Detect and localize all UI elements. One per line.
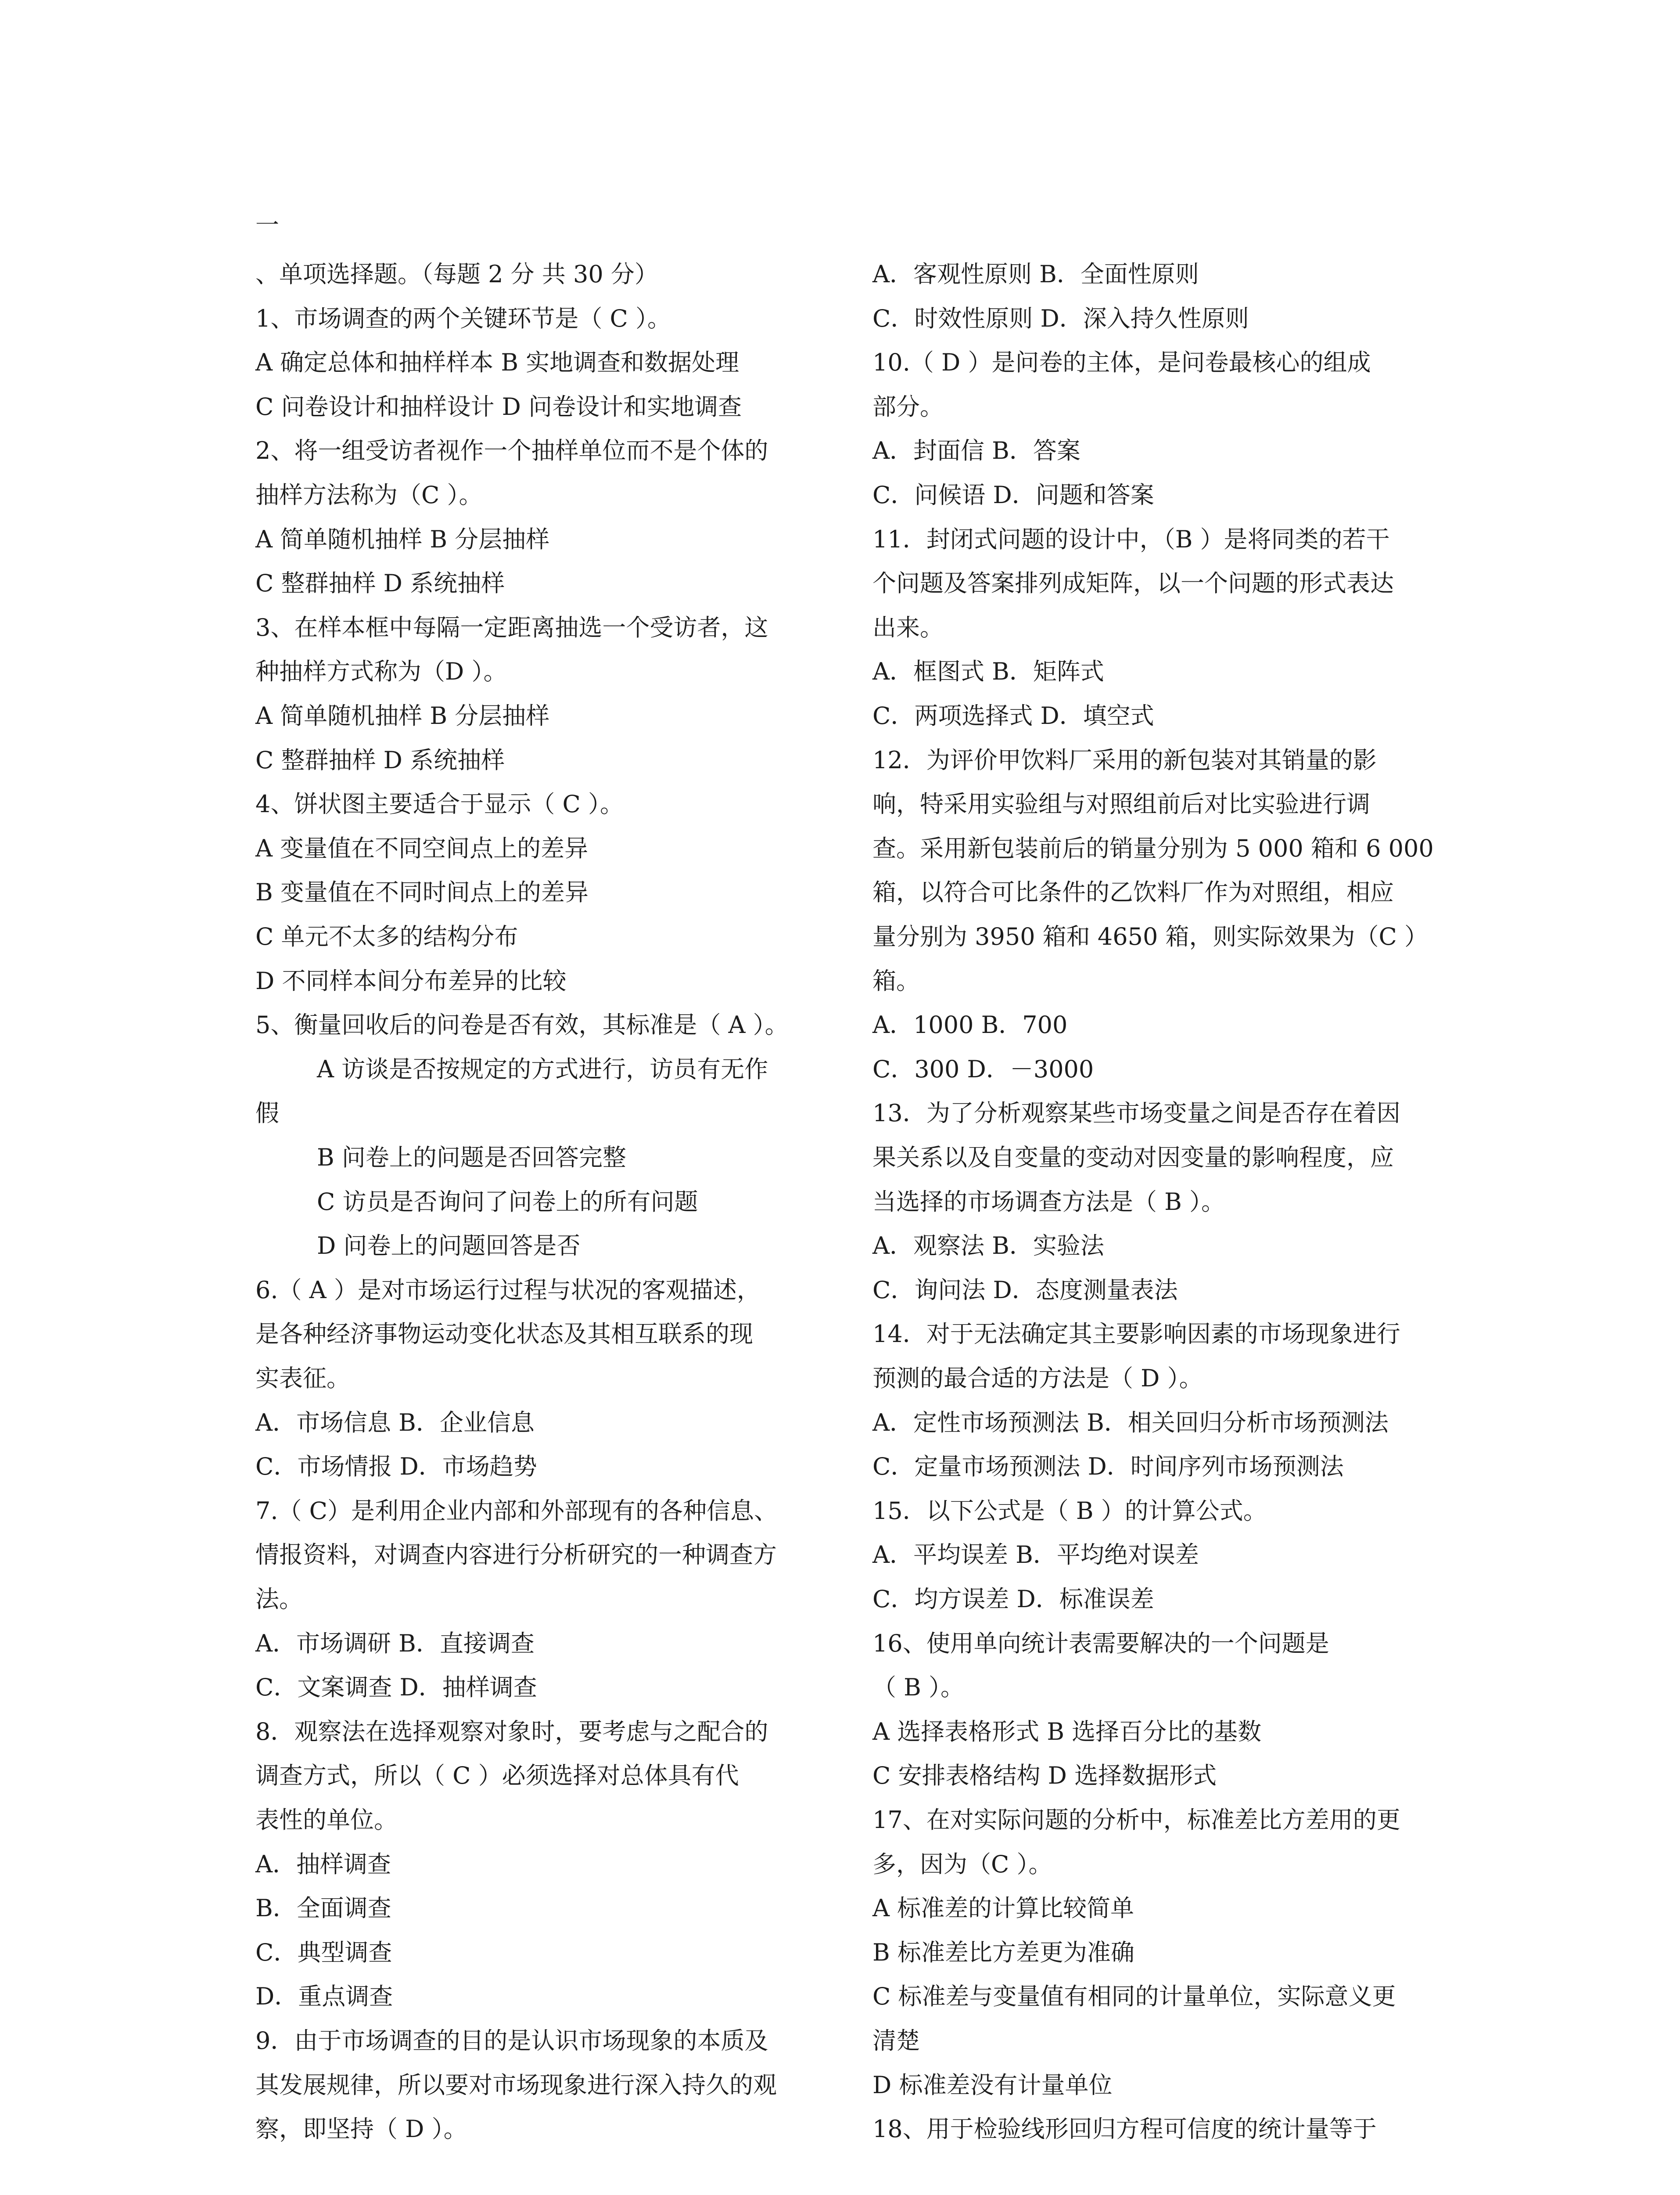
text-line: 11．封闭式问题的设计中，（B ）是将同类的若干: [872, 525, 1390, 553]
text-line: 出来。: [872, 613, 944, 641]
text-line: C．300 D．－3000: [872, 1055, 1094, 1083]
text-line: C 单元不太多的结构分布: [255, 923, 518, 950]
text-line: A 简单随机抽样 B 分层抽样: [255, 702, 550, 730]
text-line: 清楚: [872, 2027, 920, 2055]
text-line: C 问卷设计和抽样设计 D 问卷设计和实地调查: [255, 392, 742, 421]
text-line: 情报资料，对调查内容进行分析研究的一种调查方: [255, 1541, 777, 1569]
text-line: C．两项选择式 D．填空式: [872, 702, 1154, 730]
text-line: 当选择的市场调查方法是（ B ）。: [872, 1187, 1225, 1216]
text-line: C．定量市场预测法 D．时间序列市场预测法: [872, 1453, 1344, 1481]
text-line: 多，因为（C ）。: [872, 1850, 1052, 1878]
text-line: A．市场调研 B．直接调查: [255, 1629, 535, 1657]
text-line: C 访员是否询问了问卷上的所有问题: [317, 1187, 698, 1216]
text-line: 4、饼状图主要适合于显示（ C ）。: [255, 790, 624, 818]
text-line: 预测的最合适的方法是（ D ）。: [872, 1364, 1203, 1392]
text-line: 实表征。: [255, 1364, 350, 1392]
text-line: 14．对于无法确定其主要影响因素的市场现象进行: [872, 1320, 1400, 1348]
text-line: 6.（ A ）是对市场运行过程与状况的客观描述，: [255, 1276, 761, 1304]
text-line: A 变量值在不同空间点上的差异: [255, 834, 589, 862]
text-line: A．封面信 B．答案: [872, 437, 1081, 465]
text-line: 5、衡量回收后的问卷是否有效，其标准是（ A ）。: [255, 1011, 789, 1039]
text-line: C．询问法 D．态度测量表法: [872, 1276, 1178, 1304]
text-line: 部分。: [872, 392, 944, 421]
text-line: 9．由于市场调查的目的是认识市场现象的本质及: [255, 2027, 768, 2055]
text-line: 10.（ D ）是问卷的主体，是问卷最核心的组成: [872, 349, 1371, 377]
text-line: A．定性市场预测法 B．相关回归分析市场预测法: [872, 1408, 1389, 1436]
text-line: C 安排表格结构 D 选择数据形式: [872, 1762, 1217, 1790]
text-line: A 选择表格形式 B 选择百分比的基数: [872, 1717, 1262, 1745]
text-line: C．市场情报 D．市场趋势: [255, 1453, 537, 1481]
text-line: B．全面调查: [255, 1894, 391, 1922]
text-line: 15．以下公式是（ B ）的计算公式。: [872, 1497, 1267, 1525]
text-line: A 标准差的计算比较简单: [872, 1894, 1134, 1922]
text-line: D 问卷上的问题回答是否: [317, 1232, 581, 1260]
text-line: A．平均误差 B．平均绝对误差: [872, 1541, 1199, 1569]
text-line: 抽样方法称为（C ）。: [255, 481, 483, 509]
text-line: 1、市场调查的两个关键环节是（ C ）。: [255, 304, 671, 332]
text-line: 3、在样本框中每隔一定距离抽选一个受访者，这: [255, 613, 768, 641]
text-line: 17、在对实际问题的分析中，标准差比方差用的更: [872, 1806, 1400, 1834]
text-line: C 整群抽样 D 系统抽样: [255, 746, 505, 774]
text-line: 7.（ C）是利用企业内部和外部现有的各种信息、: [255, 1497, 778, 1525]
text-line: B 问卷上的问题是否回答完整: [317, 1144, 626, 1171]
text-line: （ B ）。: [872, 1673, 965, 1702]
text-line: 8．观察法在选择观察对象时，要考虑与之配合的: [255, 1717, 768, 1745]
text-line: C 标准差与变量值有相同的计量单位，实际意义更: [872, 1983, 1396, 2011]
text-line: C．时效性原则 D．深入持久性原则: [872, 304, 1249, 332]
text-line: A．客观性原则 B．全面性原则: [872, 260, 1199, 288]
text-line: 调查方式，所以（ C ）必须选择对总体具有代: [255, 1762, 739, 1790]
text-line: B 变量值在不同时间点上的差异: [255, 878, 589, 907]
text-line: 13．为了分析观察某些市场变量之间是否存在着因: [872, 1099, 1400, 1127]
text-line: C．典型调查: [255, 1938, 392, 1966]
text-line: A 访谈是否按规定的方式进行，访员有无作: [317, 1055, 768, 1083]
text-line: 箱。: [872, 967, 920, 995]
text-line: 其发展规律，所以要对市场现象进行深入持久的观: [255, 2071, 777, 2099]
text-line: 是各种经济事物运动变化状态及其相互联系的现: [255, 1320, 753, 1348]
text-line: A．1000 B．700: [872, 1011, 1068, 1039]
section-number: 一: [255, 211, 279, 239]
text-line: C 整群抽样 D 系统抽样: [255, 569, 505, 597]
text-line: 果关系以及自变量的变动对因变量的影响程度，应: [872, 1144, 1394, 1171]
text-line: 、单项选择题。（每题 2 分 共 30 分）: [255, 260, 658, 288]
text-line: 18、用于检验线形回归方程可信度的统计量等于: [872, 2115, 1377, 2143]
text-line: 假: [255, 1099, 279, 1127]
text-line: C．均方误差 D．标准误差: [872, 1585, 1154, 1613]
text-line: D 不同样本间分布差异的比较: [255, 967, 567, 995]
text-line: 个问题及答案排列成矩阵，以一个问题的形式表达: [872, 569, 1394, 597]
text-line: 法。: [255, 1585, 303, 1613]
text-line: 16、使用单向统计表需要解决的一个问题是: [872, 1629, 1329, 1657]
text-line: D 标准差没有计量单位: [872, 2071, 1113, 2099]
text-line: C．问候语 D．问题和答案: [872, 481, 1154, 509]
text-line: A 简单随机抽样 B 分层抽样: [255, 525, 550, 553]
text-line: 察，即坚持（ D ）。: [255, 2115, 467, 2143]
text-line: 种抽样方式称为（D ）。: [255, 658, 507, 686]
text-line: 2、将一组受访者视作一个抽样单位而不是个体的: [255, 437, 768, 465]
text-line: A．市场信息 B．企业信息: [255, 1408, 535, 1436]
text-line: 响，特采用实验组与对照组前后对比实验进行调: [872, 790, 1370, 818]
text-line: 查。采用新包装前后的销量分别为 5 000 箱和 6 000: [872, 834, 1434, 862]
text-line: 箱，以符合可比条件的乙饮料厂作为对照组，相应: [872, 878, 1394, 907]
text-line: A．观察法 B．实验法: [872, 1232, 1104, 1260]
text-line: A．抽样调查: [255, 1850, 391, 1878]
text-line: A．框图式 B．矩阵式: [872, 658, 1104, 686]
text-line: 量分别为 3950 箱和 4650 箱，则实际效果为（C ）: [872, 923, 1428, 950]
text-line: B 标准差比方差更为准确: [872, 1938, 1134, 1966]
text-line: C．文案调查 D．抽样调查: [255, 1673, 537, 1702]
text-line: 表性的单位。: [255, 1806, 398, 1834]
text-line: 12．为评价甲饮料厂采用的新包装对其销量的影: [872, 746, 1377, 774]
text-line: D．重点调查: [255, 1983, 393, 2011]
text-line: A 确定总体和抽样样本 B 实地调查和数据处理: [255, 349, 739, 377]
